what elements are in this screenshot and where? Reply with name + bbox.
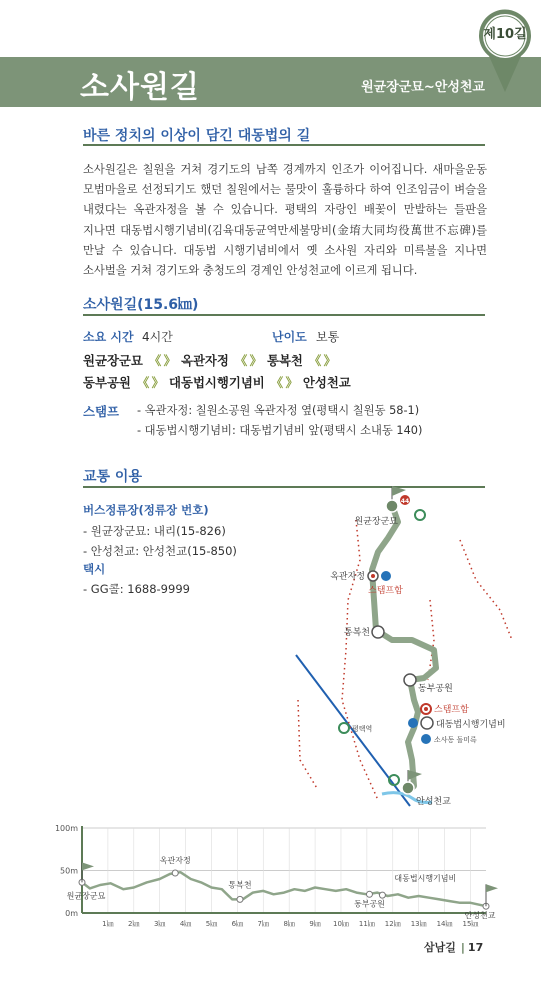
arrow-icon: 《 》	[270, 375, 297, 390]
y-tick-label: 0m	[65, 909, 78, 918]
boundary-line	[460, 540, 512, 640]
route-path	[372, 505, 436, 792]
y-tick-label: 100m	[54, 824, 78, 833]
x-tick-label: 6㎞	[231, 920, 244, 928]
elevation-marker	[379, 892, 385, 898]
course-line-1	[83, 351, 341, 369]
x-tick-label: 14㎞	[436, 920, 453, 928]
start-marker	[386, 500, 398, 512]
label-start: 원균장군묘	[354, 517, 398, 527]
x-tick-label: 15㎞	[462, 920, 479, 928]
tongbok-marker	[372, 626, 384, 638]
x-tick-label: 5㎞	[205, 920, 218, 928]
label-monument: 대동법시행기념비	[436, 720, 506, 730]
x-tick-label: 3㎞	[153, 920, 166, 928]
y-tick-label: 50m	[60, 866, 78, 876]
label-park: 동부공원	[418, 684, 453, 694]
x-tick-label: 8㎞	[283, 920, 295, 928]
bus-stop-2: - 안성천교: 안성천교(15-850)	[83, 544, 237, 558]
stamp-location-1: - 옥관자정: 칠원소공원 옥관자정 옆(평택시 칠원동 58-1)	[137, 404, 420, 417]
arrow-icon: 《 》	[308, 353, 335, 368]
monument-marker	[421, 717, 433, 729]
map-pin-icon	[475, 6, 535, 94]
route-number: 제10길	[483, 27, 527, 42]
x-tick-label: 12㎞	[384, 920, 401, 928]
taxi-number: - GG콜: 1688-9999	[83, 582, 190, 596]
label-stamp2: 스탬프함	[434, 705, 469, 715]
course-stop: 동부공원	[83, 375, 131, 390]
elevation-annotation: 원균장군묘	[66, 891, 106, 901]
elevation-annotation: 안성천교	[464, 911, 496, 921]
intro-heading: 바른 정치의 이상이 담긴 대동법의 길	[83, 128, 311, 144]
course-stop: 원균장군묘	[83, 353, 143, 368]
boundary-line	[298, 700, 318, 790]
elevation-marker	[237, 896, 243, 902]
label-end: 안성천교	[416, 797, 451, 807]
elevation-marker	[366, 891, 372, 897]
elevation-annotation: 대동법시행기념비	[394, 874, 457, 884]
elevation-chart	[0, 815, 541, 935]
label-buddha: 소사동 돌미륵	[434, 736, 477, 744]
park-marker	[404, 674, 416, 686]
elevation-annotation: 통복천	[228, 880, 252, 890]
x-tick-label: 11㎞	[358, 920, 375, 928]
elevation-annotation: 동부공원	[354, 899, 385, 909]
footer-section: 삼남길	[424, 941, 456, 954]
x-tick-label: 2㎞	[128, 920, 140, 928]
start-flag-icon	[82, 862, 94, 870]
x-tick-label: 10㎞	[333, 920, 349, 928]
course-stop: 옥관자정	[180, 353, 229, 368]
time-label: 소요 시간	[83, 330, 134, 344]
difficulty-label: 난이도	[272, 330, 307, 344]
stamp-box-dot	[424, 707, 428, 711]
label-tongbok: 통복천	[343, 628, 370, 638]
course-stop: 안성천교	[302, 375, 351, 390]
course-line-2	[83, 373, 351, 391]
stamp-label: 스탬프	[83, 404, 119, 419]
difficulty-value: 보통	[316, 330, 340, 344]
x-tick-label: 7㎞	[257, 920, 270, 928]
route-map	[290, 478, 530, 808]
x-tick-label: 13㎞	[410, 920, 427, 928]
end-flag-icon	[486, 884, 498, 892]
route-span: 원균장군묘~안성천교	[361, 80, 485, 95]
bus-stop-1: - 원균장군묘: 내리(15-826)	[83, 524, 226, 538]
info-icon	[408, 718, 418, 728]
label-station: 평택역	[352, 725, 373, 733]
okgwan-dot	[371, 574, 375, 578]
page-number: 17	[467, 941, 484, 954]
transport-heading: 교통 이용	[83, 469, 142, 485]
station-icon	[339, 723, 349, 733]
footer-divider: |	[460, 941, 465, 954]
road-number: 44	[400, 498, 410, 505]
route-title: 소사원길	[80, 70, 200, 105]
course-stop: 통복천	[266, 353, 303, 368]
info-icon	[381, 571, 391, 581]
x-tick-label: 9㎞	[309, 920, 321, 928]
bus-stop-icon	[415, 510, 425, 520]
label-okgwan: 옥관자정	[330, 572, 365, 582]
end-marker	[402, 782, 414, 794]
info-icon	[421, 734, 431, 744]
stamp-location-2: - 대동법시행기념비: 대동법기념비 앞(평택시 소내동 140)	[137, 424, 423, 437]
course-heading: 소사원길(15.6㎞)	[83, 297, 199, 313]
arrow-icon: 《 》	[148, 353, 175, 368]
arrow-icon: 《 》	[136, 375, 163, 390]
taxi-label: 택시	[83, 562, 106, 576]
course-rule	[83, 314, 485, 316]
start-flag-icon	[392, 486, 406, 496]
elevation-annotation: 옥관자정	[159, 856, 191, 866]
intro-body: 소사원길은 칠원을 거쳐 경기도의 남쪽 경계까지 인조가 이어집니다. 새마을운동 모범마을로 선정되기도 했던 칠원에서는 물맛이 훌륭하다 하여 인조임금이 벼슬을 내렸다는 옥관자정을 볼 수 있습니다. 평택의 자랑인 배꽃이 만발하는 들판을 지나면 대동법시행기념비(김육대동균역만세불망비(金堉大同均役萬世不忘碑)를 만날 수 있습니다. 대동법 시행기념비에서 옛 소사원 자리와 미륵불을 지나면 소사벌을 거쳐 경기도와 충청도의 경계인 안성천교에 이르게 됩니다.	[83, 163, 487, 278]
bus-label: 버스정류장(정류장 번호)	[83, 503, 209, 517]
page-footer	[424, 939, 483, 955]
x-tick-label: 4㎞	[179, 920, 192, 928]
x-tick-label: 1㎞	[102, 920, 114, 928]
label-stamp1: 스탬프함	[368, 586, 403, 596]
intro-rule	[83, 144, 485, 146]
arrow-icon: 《 》	[234, 353, 261, 368]
time-value: 4시간	[142, 330, 173, 344]
elevation-marker	[172, 870, 178, 876]
course-stop: 대동법시행기념비	[169, 375, 265, 390]
